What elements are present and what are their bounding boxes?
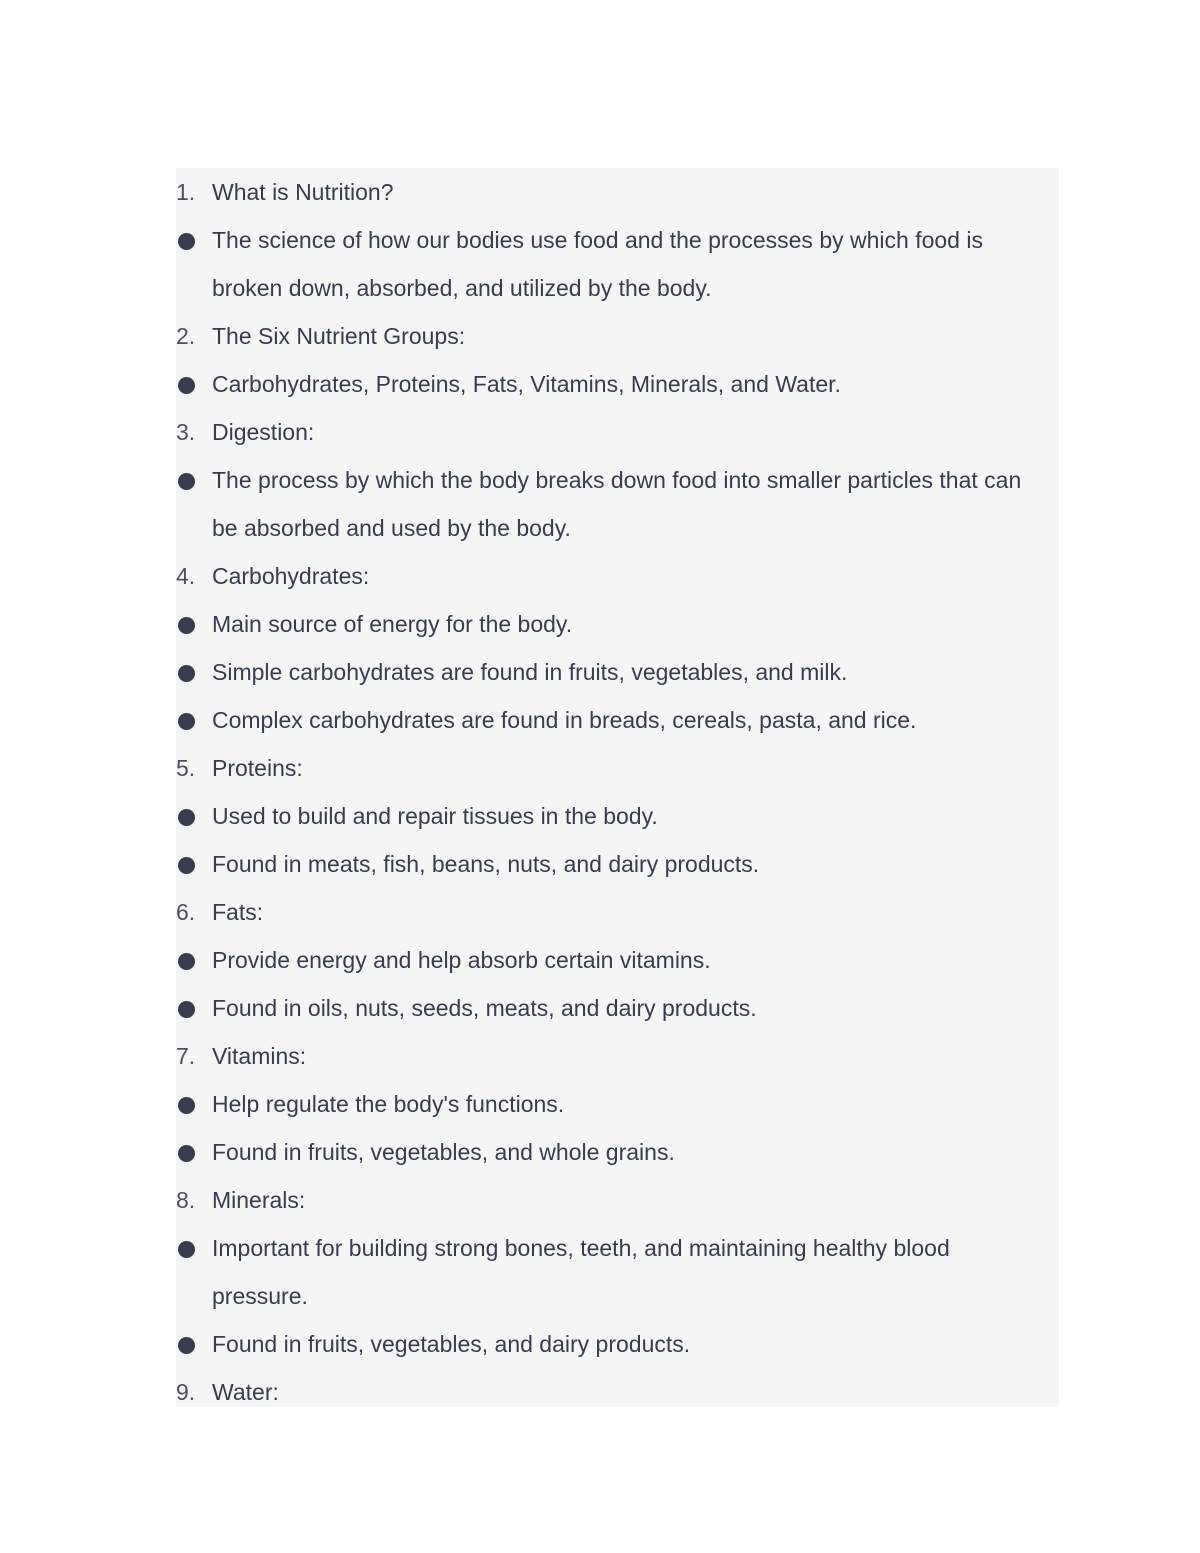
- notes-panel: [176, 168, 1059, 1407]
- bullet-dot-icon: [178, 377, 195, 394]
- bullet-point-row: [176, 1080, 1059, 1128]
- section-heading-row: [176, 1176, 1059, 1224]
- bullet-dot-icon: [178, 665, 195, 682]
- section-number: 5.: [176, 755, 196, 781]
- bullet-point-row: [176, 1224, 1059, 1320]
- bullet-point-text: Used to build and repair tissues in the body.: [212, 803, 658, 829]
- bullet-point-text: Important for building strong bones, teeth, and maintaining healthy blood pressure.: [212, 1235, 950, 1309]
- bullet-dot-icon: [178, 1097, 195, 1114]
- bullet-dot-icon: [178, 857, 195, 874]
- bullet-dot-icon: [178, 473, 195, 490]
- bullet-dot-icon: [178, 713, 195, 730]
- bullet-dot-icon: [178, 1145, 195, 1162]
- section-heading-row: [176, 168, 1059, 216]
- section-heading: Digestion:: [212, 419, 315, 445]
- bullet-point-text: Carbohydrates, Proteins, Fats, Vitamins, Minerals, and Water.: [212, 371, 841, 397]
- section-heading-row: [176, 888, 1059, 936]
- section-heading: Carbohydrates:: [212, 563, 370, 589]
- bullet-point-row: [176, 456, 1059, 552]
- section-number: 2.: [176, 323, 196, 349]
- bullet-dot-icon: [178, 1001, 195, 1018]
- section-heading-row: [176, 1032, 1059, 1080]
- bullet-point-row: [176, 360, 1059, 408]
- section-number: 1.: [176, 179, 196, 205]
- section-heading-row: [176, 744, 1059, 792]
- section-heading: Water:: [212, 1379, 279, 1405]
- bullet-point-text: Help regulate the body's functions.: [212, 1091, 565, 1117]
- section-number: 3.: [176, 419, 196, 445]
- bullet-point-text: Found in fruits, vegetables, and dairy products.: [212, 1331, 691, 1357]
- section-number: 8.: [176, 1187, 196, 1213]
- bullet-point-row: [176, 216, 1059, 312]
- section-heading-row: [176, 1368, 1059, 1416]
- bullet-point-text: The process by which the body breaks down food into smaller particles that can be absorbed and used by the body.: [212, 467, 1022, 541]
- bullet-point-row: [176, 792, 1059, 840]
- section-heading: Proteins:: [212, 755, 303, 781]
- bullet-dot-icon: [178, 233, 195, 250]
- bullet-dot-icon: [178, 809, 195, 826]
- bullet-point-text: Simple carbohydrates are found in fruits, vegetables, and milk.: [212, 659, 848, 685]
- section-heading-row: [176, 552, 1059, 600]
- bullet-point-row: [176, 1320, 1059, 1368]
- section-number: 4.: [176, 563, 196, 589]
- bullet-point-row: [176, 936, 1059, 984]
- section-number: 7.: [176, 1043, 196, 1069]
- bullet-dot-icon: [178, 1337, 195, 1354]
- bullet-point-row: [176, 648, 1059, 696]
- section-heading: Vitamins:: [212, 1043, 307, 1069]
- bullet-point-row: [176, 600, 1059, 648]
- bullet-point-text: Found in meats, fish, beans, nuts, and dairy products.: [212, 851, 760, 877]
- bullet-point-row: [176, 696, 1059, 744]
- bullet-point-row: [176, 1128, 1059, 1176]
- bullet-point-text: The science of how our bodies use food and the processes by which food is broken down, absorbed, and utilized by the body.: [212, 227, 983, 301]
- bullet-point-row: [176, 840, 1059, 888]
- section-heading: Fats:: [212, 899, 264, 925]
- bullet-dot-icon: [178, 617, 195, 634]
- bullet-point-text: Complex carbohydrates are found in breads, cereals, pasta, and rice.: [212, 707, 917, 733]
- bullet-dot-icon: [178, 1241, 195, 1258]
- bullet-point-text: Provide energy and help absorb certain vitamins.: [212, 947, 711, 973]
- section-heading: Minerals:: [212, 1187, 306, 1213]
- section-heading: What is Nutrition?: [212, 179, 394, 205]
- bullet-dot-icon: [178, 953, 195, 970]
- section-heading: The Six Nutrient Groups:: [212, 323, 466, 349]
- section-number: 6.: [176, 899, 196, 925]
- bullet-point-text: Main source of energy for the body.: [212, 611, 573, 637]
- section-heading-row: [176, 408, 1059, 456]
- section-number: 9.: [176, 1379, 196, 1405]
- bullet-point-text: Found in oils, nuts, seeds, meats, and dairy products.: [212, 995, 757, 1021]
- bullet-point-row: [176, 984, 1059, 1032]
- bullet-point-text: Found in fruits, vegetables, and whole grains.: [212, 1139, 675, 1165]
- section-heading-row: [176, 312, 1059, 360]
